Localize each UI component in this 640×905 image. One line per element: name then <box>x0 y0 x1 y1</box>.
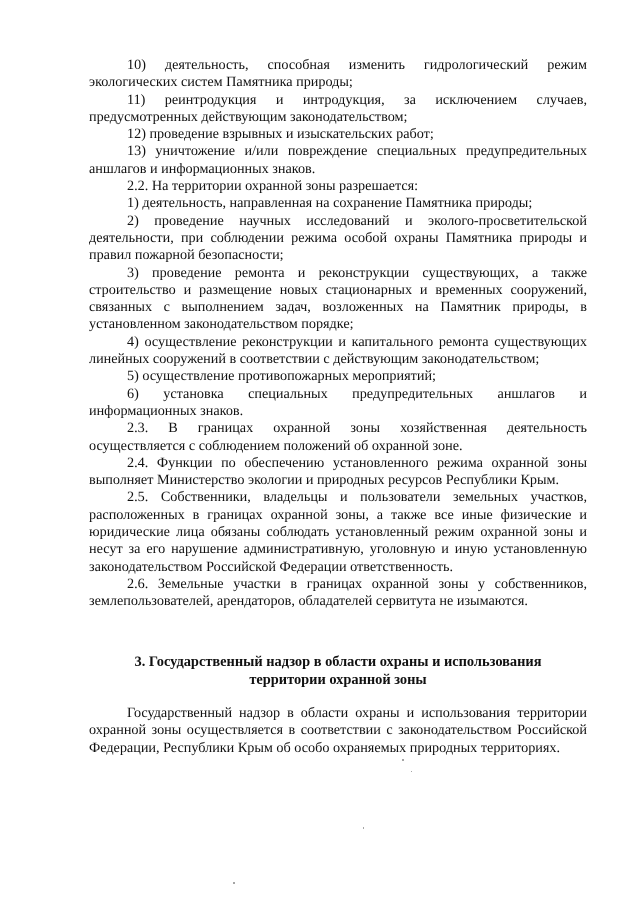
section-3-body <box>89 705 587 757</box>
allowed-item-1: 1) деятельность, направленная на сохранение Памятника природы; <box>127 195 533 212</box>
allowed-item-3: 3) проведение ремонта и реконструкции существующих, а также строительство и размещение новых стационарных и временных сооружений, связанных с выполнением задач, возложенных на Памятник природы, в установленном законодательством порядке; <box>89 264 587 333</box>
allowed-item-2: 2) проведение научных исследований и эколого-просветительской деятельности, при соблюдении режима особой охраны Памятника природы и правил пожарной безопасности; <box>89 212 587 264</box>
scan-speck <box>363 827 364 829</box>
state-supervision-paragraph: Государственный надзор в области охраны и использования территории охранной зоны осуществляется в соответствии с законодательством Российской Федерации, Республики Крым об особо охраняемых природных территориях. <box>89 705 587 756</box>
section-2-body <box>89 57 587 611</box>
clause-2-3: 2.3. В границах охранной зоны хозяйственная деятельность осуществляется с соблюдением положений об охранной зоне. <box>89 420 587 454</box>
item-12: 12) проведение взрывных и изыскательских работ; <box>127 126 434 143</box>
scan-speck <box>233 882 235 884</box>
section-3-heading <box>89 654 587 689</box>
clause-2-4: 2.4. Функции по обеспечению установленного режима охранной зоны выполняет Министерство экологии и природных ресурсов Республики Крым. <box>89 454 587 489</box>
section-3-heading-line-2: территории охранной зоны <box>249 671 427 688</box>
clause-2-6: 2.6. Земельные участки в границах охранной зоны у собственников, землепользователей, арендаторов, обладателей сервитута не изымаются. <box>89 575 587 610</box>
allowed-item-4: 4) осуществление реконструкции и капитального ремонта существующих линейных сооружений в соответствии с действующим законодательством; <box>89 333 587 368</box>
scan-speck <box>402 759 404 761</box>
clause-2-5: 2.5. Собственники, владельцы и пользователи земельных участков, расположенных в границах охранной зоны, а также все иные физические и юридические лица обязаны соблюдать установленный режим охранной зоны и несут за его нарушение административную, уголовную и иную установленную законодательством Российской Федерации ответственность. <box>89 489 587 575</box>
scan-speck <box>411 771 412 772</box>
item-13: 13) уничтожение и/или повреждение специальных предупредительных аншлагов и информационных знаков. <box>89 143 587 177</box>
section-3-heading-line-1: 3. Государственный надзор в области охраны и использования <box>134 654 542 670</box>
item-10: 10) деятельность, способная изменить гидрологический режим экологических систем Памятника природы; <box>89 57 587 91</box>
allowed-item-6: 6) установка специальных предупредительных аншлагов и информационных знаков. <box>89 385 587 419</box>
clause-2-2: 2.2. На территории охранной зоны разрешается: <box>127 178 419 195</box>
item-11: 11) реинтродукция и интродукция, за исключением случаев, предусмотренных действующим законодательством; <box>89 91 587 125</box>
allowed-item-5: 5) осуществление противопожарных мероприятий; <box>127 368 436 385</box>
